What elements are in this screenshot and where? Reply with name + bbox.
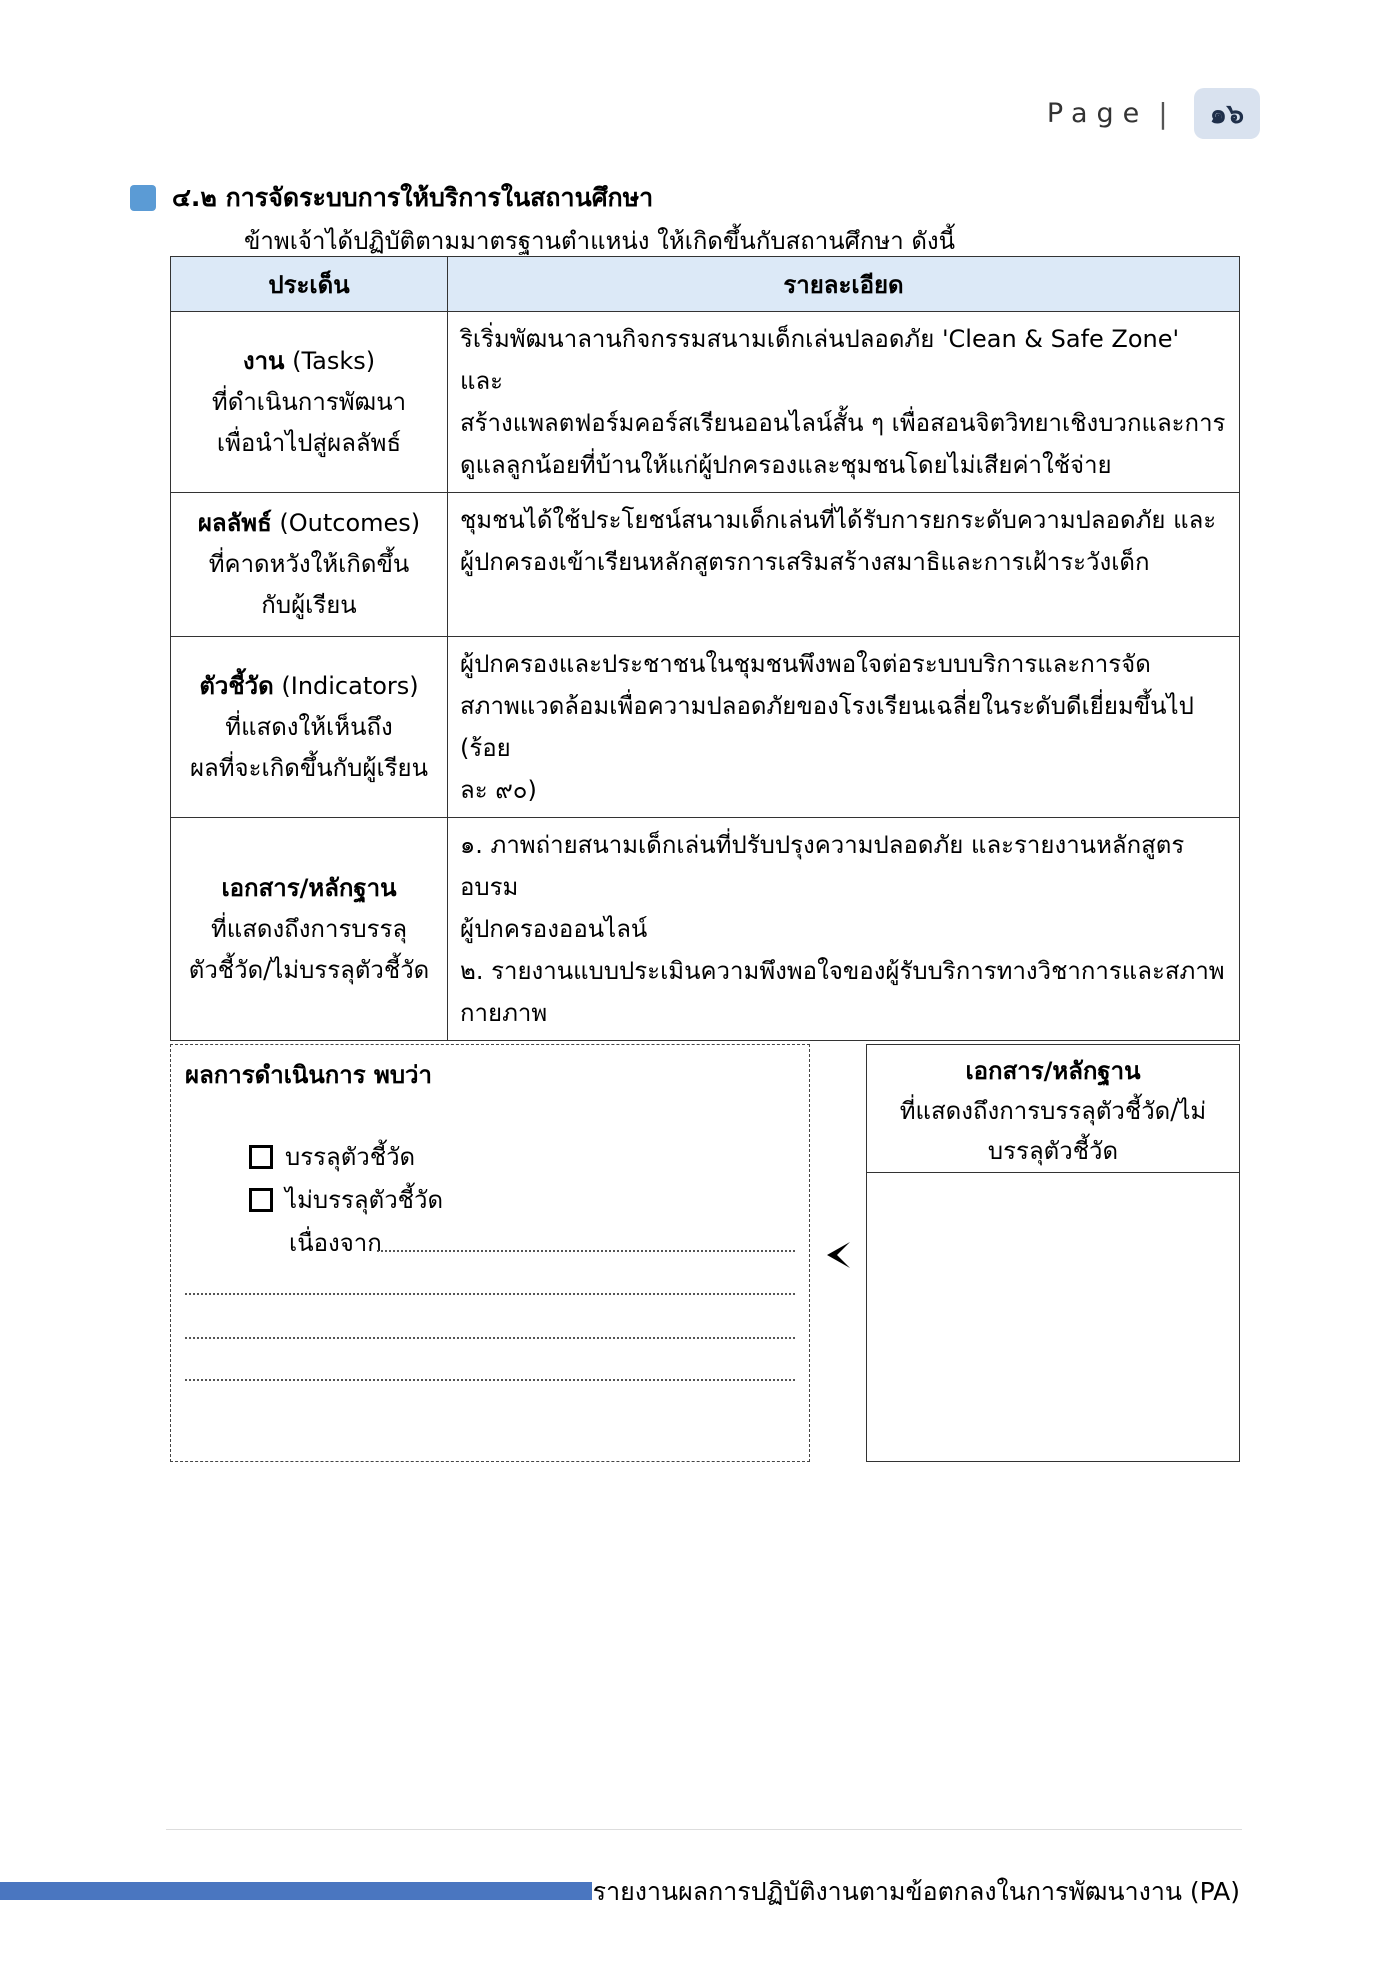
issue-english: (Indicators) [281,671,419,700]
issue-title: ตัวชี้วัด [199,671,274,700]
issue-title: เอกสาร/หลักฐาน [221,873,397,902]
issue-english: (Outcomes) [279,509,421,537]
detail-line: ผู้ปกครองและประชาชนในชุมชนพึงพอใจต่อระบบบริการและการจัด [460,650,1151,678]
issue-cell [171,493,448,637]
issue-title: งาน [242,346,285,375]
checkbox-achieved[interactable] [249,1145,273,1169]
result-title: ผลการดำเนินการ พบว่า [185,1061,433,1089]
section-intro: ข้าพเจ้าได้ปฏิบัติตามมาตรฐานตำแหน่ง ให้เกิดขึ้นกับสถานศึกษา ดังนี้ [244,227,956,255]
option-achieved[interactable] [249,1137,415,1176]
page-number-badge: ๑๖ [1194,88,1260,139]
issue-heading [177,341,441,382]
section-title: ๔.๒ การจัดระบบการให้บริการในสถานศึกษา [172,183,654,212]
detail-line: ๒. รายงานแบบประเมินความพึงพอใจของผู้รับบริการทางวิชาการและสภาพ [460,957,1225,985]
fill-line [185,1379,795,1381]
detail-line: ผู้ปกครองเข้าเรียนหลักสูตรการเสริมสร้างสมาธิและการเฝ้าระวังเด็ก [460,548,1150,576]
because-label: เนื่องจาก [289,1229,382,1257]
detail-line: ดูแลลูกน้อยที่บ้านให้แก่ผู้ปกครองและชุมชนโดยไม่เสียค่าใช้จ่าย [460,451,1112,479]
detail-line: สภาพแวดล้อมเพื่อความปลอดภัยของโรงเรียนเฉลี่ยในระดับดีเยี่ยมขึ้นไป (ร้อย [460,692,1194,762]
evidence-subtitle: บรรลุตัวชี้วัด [987,1137,1119,1165]
table-row-outcomes [171,493,1240,637]
issue-subtitle: ที่แสดงถึงการบรรลุ [210,914,408,943]
evidence-header [867,1045,1239,1173]
result-box [170,1044,810,1462]
detail-cell [448,493,1240,637]
issue-subtitle: ที่ดำเนินการพัฒนา [211,387,407,416]
detail-cell [448,312,1240,493]
issue-english: (Tasks) [292,346,376,375]
table-row-indicators [171,637,1240,818]
checkbox-not-achieved[interactable] [249,1188,273,1212]
issue-title: ผลลัพธ์ [197,509,272,537]
fill-line [185,1293,795,1295]
section-heading [130,178,653,218]
page-separator: | [1158,97,1168,130]
issue-cell [171,312,448,493]
issue-subtitle: ตัวชี้วัด/ไม่บรรลุตัวชี้วัด [188,955,430,984]
page-header [1047,88,1260,139]
evidence-subtitle: ที่แสดงถึงการบรรลุตัวชี้วัด/ไม่ [899,1097,1207,1125]
issue-subtitle: ผลที่จะเกิดขึ้นกับผู้เรียน [189,753,429,782]
option-achieved-label: บรรลุตัวชี้วัด [285,1143,416,1171]
evidence-title: เอกสาร/หลักฐาน [965,1057,1141,1085]
detail-line: ละ ๙๐) [460,776,537,804]
arrow-left-icon [824,1240,852,1278]
issue-subtitle: เพื่อนำไปสู่ผลลัพธ์ [216,428,402,457]
issue-subtitle: กับผู้เรียน [261,591,357,619]
issue-heading [177,666,441,707]
evidence-box [866,1044,1240,1462]
issue-subtitle: ที่แสดงให้เห็นถึง [225,712,393,741]
detail-line: ริเริ่มพัฒนาลานกิจกรรมสนามเด็กเล่นปลอดภัย 'Clean & Safe Zone' และ [460,325,1180,395]
detail-line: ๑. ภาพถ่ายสนามเด็กเล่นที่ปรับปรุงความปลอดภัย และรายงานหลักสูตรอบรม [460,831,1185,901]
detail-cell [448,818,1240,1041]
issue-cell [171,637,448,818]
detail-line: กายภาพ [460,999,548,1027]
page-label: Page [1046,98,1149,129]
issue-heading [177,503,441,544]
footer-text: รายงานผลการปฏิบัติงานตามข้อตกลงในการพัฒนางาน (PA) [592,1877,1240,1906]
detail-line: ผู้ปกครองออนไลน์ [460,915,648,943]
table-row-tasks [171,312,1240,493]
table-header-row [171,257,1240,312]
fill-line [377,1250,795,1252]
evidence-content-area[interactable] [867,1173,1239,1461]
issue-subtitle: ที่คาดหวังให้เกิดขึ้น [208,550,410,578]
option-not-achieved[interactable] [249,1180,443,1219]
column-header-issue: ประเด็น [171,257,448,312]
table-row-evidence [171,818,1240,1041]
column-header-detail: รายละเอียด [448,257,1240,312]
option-not-achieved-label: ไม่บรรลุตัวชี้วัด [285,1186,444,1214]
detail-line: สร้างแพลตฟอร์มคอร์สเรียนออนไลน์สั้น ๆ เพื่อสอนจิตวิทยาเชิงบวกและการ [460,409,1226,437]
standards-table [170,256,1240,1041]
issue-heading [177,868,441,909]
footer-accent-bar [0,1882,592,1900]
section-marker-icon [130,185,156,211]
footer-divider [166,1829,1242,1830]
detail-line: ชุมชนได้ใช้ประโยชน์สนามเด็กเล่นที่ได้รับการยกระดับความปลอดภัย และ [460,506,1217,534]
fill-line [185,1337,795,1339]
issue-cell [171,818,448,1041]
detail-cell [448,637,1240,818]
arrow-left-icon-shape [824,1240,852,1270]
